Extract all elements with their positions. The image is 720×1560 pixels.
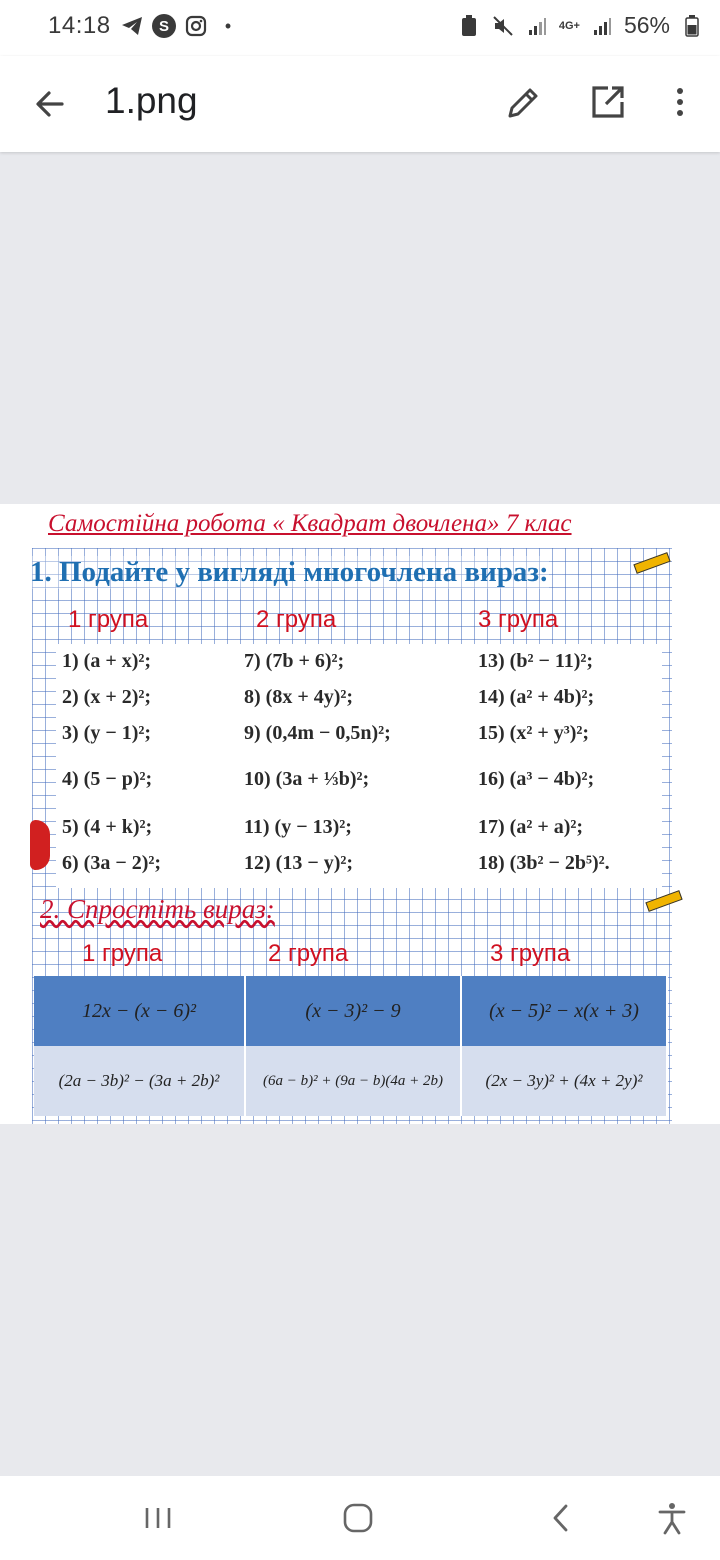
task1-title: 1. Подайте у вигляді многочлена вираз: [30, 556, 549, 588]
table-cell: (x − 5)² − x(x + 3) [462, 976, 668, 1046]
exercise-item: 14) (a² + 4b)²; [478, 686, 595, 708]
recent-apps-icon[interactable] [140, 1500, 176, 1536]
exercise-item: 17) (a² + a)²; [478, 816, 584, 838]
table-cell: (2a − 3b)² − (3a + 2b)² [34, 1046, 246, 1116]
telegram-icon [120, 14, 144, 38]
task1-group-1: 1 група [68, 606, 149, 633]
exercise-item: 10) (3a + ⅓b)²; [244, 768, 370, 790]
home-icon[interactable] [340, 1500, 376, 1536]
exercise-item: 11) (y − 13)²; [244, 816, 352, 838]
task2-group-3: 3 група [490, 940, 571, 967]
image-viewer[interactable] [0, 504, 720, 1124]
exercise-item: 7) (7b + 6)²; [244, 650, 345, 672]
exercise-item: 3) (y − 1)²; [62, 722, 152, 744]
table-row [34, 976, 668, 1046]
table-cell: 12x − (x − 6)² [34, 976, 246, 1046]
task2-title [40, 894, 275, 925]
system-nav-bar [0, 1476, 720, 1560]
exercise-item: 18) (3b² − 2b⁵)². [478, 852, 610, 874]
worksheet-heading: Самостійна робота « Квадрат двочлена» 7 клас [48, 510, 572, 537]
back-nav-icon[interactable] [544, 1500, 580, 1536]
battery-saver-icon [457, 14, 481, 38]
exercise-item: 16) (a³ − 4b)²; [478, 768, 595, 790]
apple-decoration-icon [30, 820, 50, 870]
mute-icon [491, 14, 515, 38]
table-cell: (x − 3)² − 9 [246, 976, 462, 1046]
status-right-icons [457, 12, 704, 39]
battery-icon [680, 14, 704, 38]
file-title: 1.png [105, 80, 198, 121]
task1-group-3: 3 група [478, 606, 559, 633]
open-external-icon[interactable] [588, 82, 628, 122]
task2-group-2: 2 група [268, 940, 349, 967]
status-bar [0, 0, 720, 56]
simplify-table [34, 976, 668, 1116]
task2-title-text: 2. Спростіть вираз: [40, 894, 275, 924]
exercise-item: 4) (5 − p)²; [62, 768, 153, 790]
skype-icon: S [152, 14, 176, 38]
notification-dot-icon: • [224, 15, 232, 36]
exercise-item: 13) (b² − 11)²; [478, 650, 594, 672]
more-vert-icon[interactable] [664, 82, 704, 122]
network-type: 4G+ [558, 19, 580, 32]
exercise-item: 9) (0,4m − 0,5n)²; [244, 722, 391, 744]
exercise-item: 2) (x + 2)²; [62, 686, 152, 708]
table-cell: (6a − b)² + (9a − b)(4a + 2b) [246, 1046, 462, 1116]
signal-icon [525, 14, 549, 38]
edit-pencil-icon[interactable] [504, 82, 544, 122]
app-bar [0, 56, 720, 152]
exercise-item: 6) (3a − 2)²; [62, 852, 162, 874]
status-left-icons [120, 14, 240, 38]
task1-group-2: 2 група [256, 606, 337, 633]
instagram-icon [184, 14, 208, 38]
exercise-item: 12) (13 − y)²; [244, 852, 354, 874]
battery-percent: 56% [623, 12, 670, 38]
status-time: 14:18 [48, 12, 111, 39]
table-cell: (2x − 3y)² + (4x + 2y)² [462, 1046, 668, 1116]
task2-group-1: 1 група [82, 940, 163, 967]
table-row [34, 1046, 668, 1116]
signal-icon-2 [590, 14, 614, 38]
back-arrow-icon[interactable] [30, 84, 70, 124]
exercise-item: 1) (a + x)²; [62, 650, 152, 672]
exercise-item: 15) (x² + y³)²; [478, 722, 590, 744]
accessibility-icon[interactable] [654, 1500, 690, 1536]
exercise-item: 5) (4 + k)²; [62, 816, 153, 838]
exercise-item: 8) (8x + 4y)²; [244, 686, 354, 708]
